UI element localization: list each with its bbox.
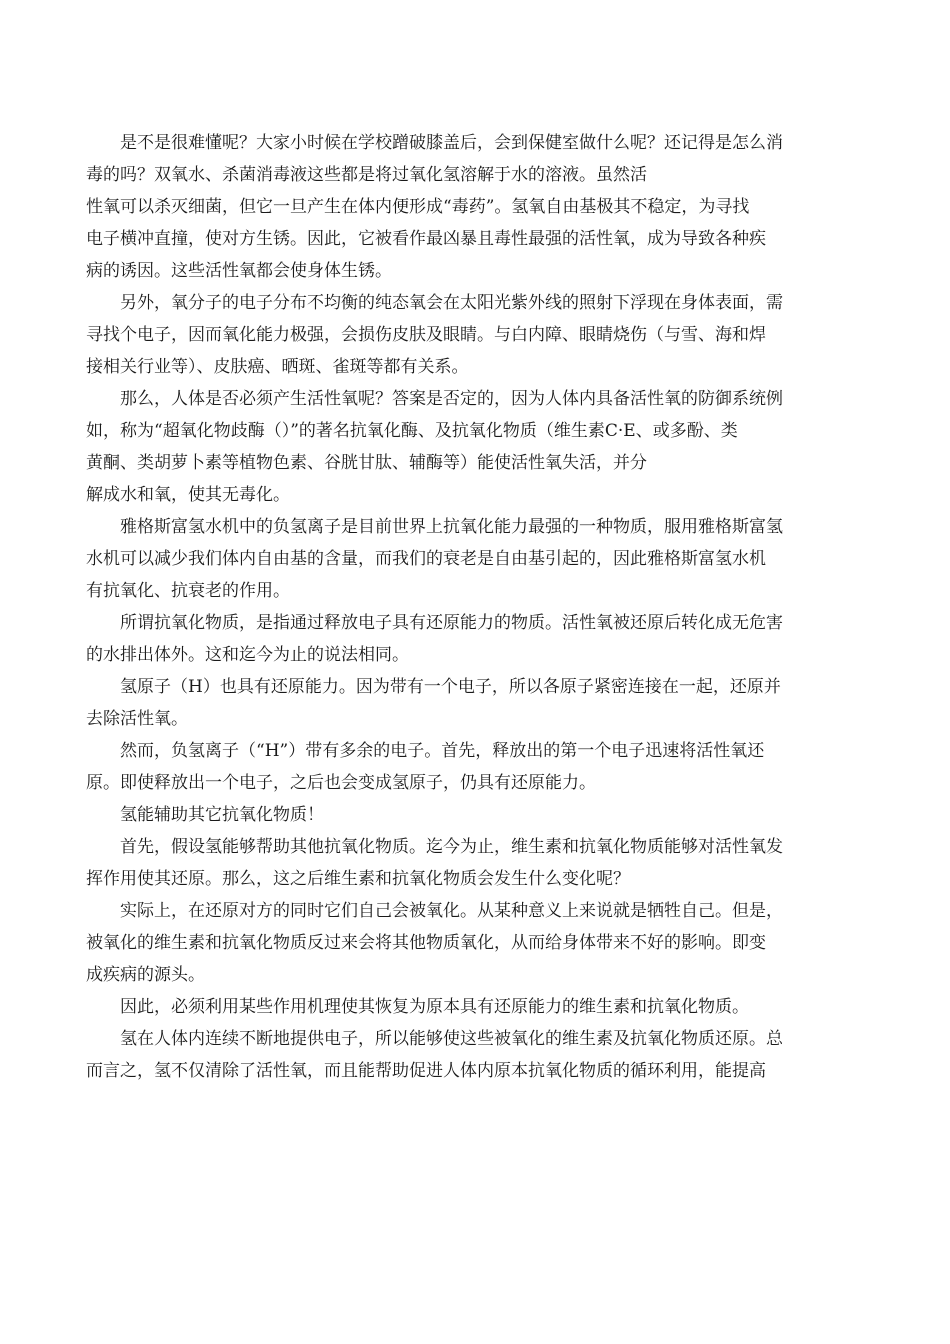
text-line: 氢原子（H）也具有还原能力。因为带有一个电子，所以各原子紧密连接在一起，还原并 [120, 677, 781, 697]
text-line: 挥作用使其还原。那么，这之后维生素和抗氧化物质会发生什么变化呢？ [86, 869, 630, 889]
text-line: 电子横冲直撞，使对方生锈。因此，它被看作最凶暴且毒性最强的活性氧，成为导致各种疾 [86, 229, 766, 249]
text-line: 实际上，在还原对方的同时它们自己会被氧化。从某种意义上来说就是牺牲自己。但是， [120, 901, 783, 921]
text-line: 毒的吗？双氧水、杀菌消毒液这些都是将过氧化氢溶解于水的溶液。虽然活 [86, 165, 647, 185]
text-line: 接相关行业等）、皮肤癌、晒斑、雀斑等都有关系。 [86, 357, 469, 377]
text-line: 的水排出体外。这和迄今为止的说法相同。 [86, 645, 409, 665]
text-line: 病的诱因。这些活性氧都会使身体生锈。 [86, 261, 392, 281]
text-line: 另外，氧分子的电子分布不均衡的纯态氧会在太阳光紫外线的照射下浮现在身体表面，需 [120, 293, 783, 313]
text-line: 成疾病的源头。 [86, 965, 205, 985]
text-line: 而言之，氢不仅清除了活性氧，而且能帮助促进人体内原本抗氧化物质的循环利用，能提高 [86, 1061, 766, 1081]
text-line: 然而，负氢离子（“H”）带有多余的电子。首先，释放出的第一个电子迅速将活性氧还 [120, 741, 765, 761]
text-line: 去除活性氧。 [86, 709, 188, 729]
text-line: 寻找个电子，因而氧化能力极强，会损伤皮肤及眼睛。与白内障、眼睛烧伤（与雪、海和焊 [86, 325, 766, 345]
text-line: 原。即使释放出一个电子，之后也会变成氢原子，仍具有还原能力。 [86, 773, 596, 793]
text-line: 雅格斯富氢水机中的负氢离子是目前世界上抗氧化能力最强的一种物质，服用雅格斯富氢 [120, 517, 783, 537]
text-line: 氢在人体内连续不断地提供电子，所以能够使这些被氧化的维生素及抗氧化物质还原。总 [120, 1029, 783, 1049]
text-line: 性氧可以杀灭细菌，但它一旦产生在体内便形成“毒药”。氢氧自由基极其不稳定，为寻找 [86, 197, 750, 217]
text-line: 那么，人体是否必须产生活性氧呢？答案是否定的，因为人体内具备活性氧的防御系统例 [120, 389, 783, 409]
text-line: 所谓抗氧化物质，是指通过释放电子具有还原能力的物质。活性氧被还原后转化成无危害 [120, 613, 783, 633]
text-line: 黄酮、类胡萝卜素等植物色素、谷胱甘肽、辅酶等）能使活性氧失活，并分 [86, 453, 647, 473]
section-heading: 氢能辅助其它抗氧化物质！ [120, 805, 324, 825]
text-line: 解成水和氧，使其无毒化。 [86, 485, 290, 505]
text-line: 有抗氧化、抗衰老的作用。 [86, 581, 290, 601]
text-line: 水机可以减少我们体内自由基的含量，而我们的衰老是自由基引起的，因此雅格斯富氢水机 [86, 549, 766, 569]
text-line: 是不是很难懂呢？大家小时候在学校蹭破膝盖后，会到保健室做什么呢？还记得是怎么消 [120, 133, 783, 153]
text-line: 如，称为“超氧化物歧酶（）”的著名抗氧化酶、及抗氧化物质（维生素C·E、或多酚、类 [86, 421, 738, 441]
text-line: 首先，假设氢能够帮助其他抗氧化物质。迄今为止，维生素和抗氧化物质能够对活性氧发 [120, 837, 783, 857]
text-line: 因此，必须利用某些作用机理使其恢复为原本具有还原能力的维生素和抗氧化物质。 [120, 997, 749, 1017]
document-body [86, 127, 866, 1087]
text-line: 被氧化的维生素和抗氧化物质反过来会将其他物质氧化，从而给身体带来不好的影响。即变 [86, 933, 766, 953]
